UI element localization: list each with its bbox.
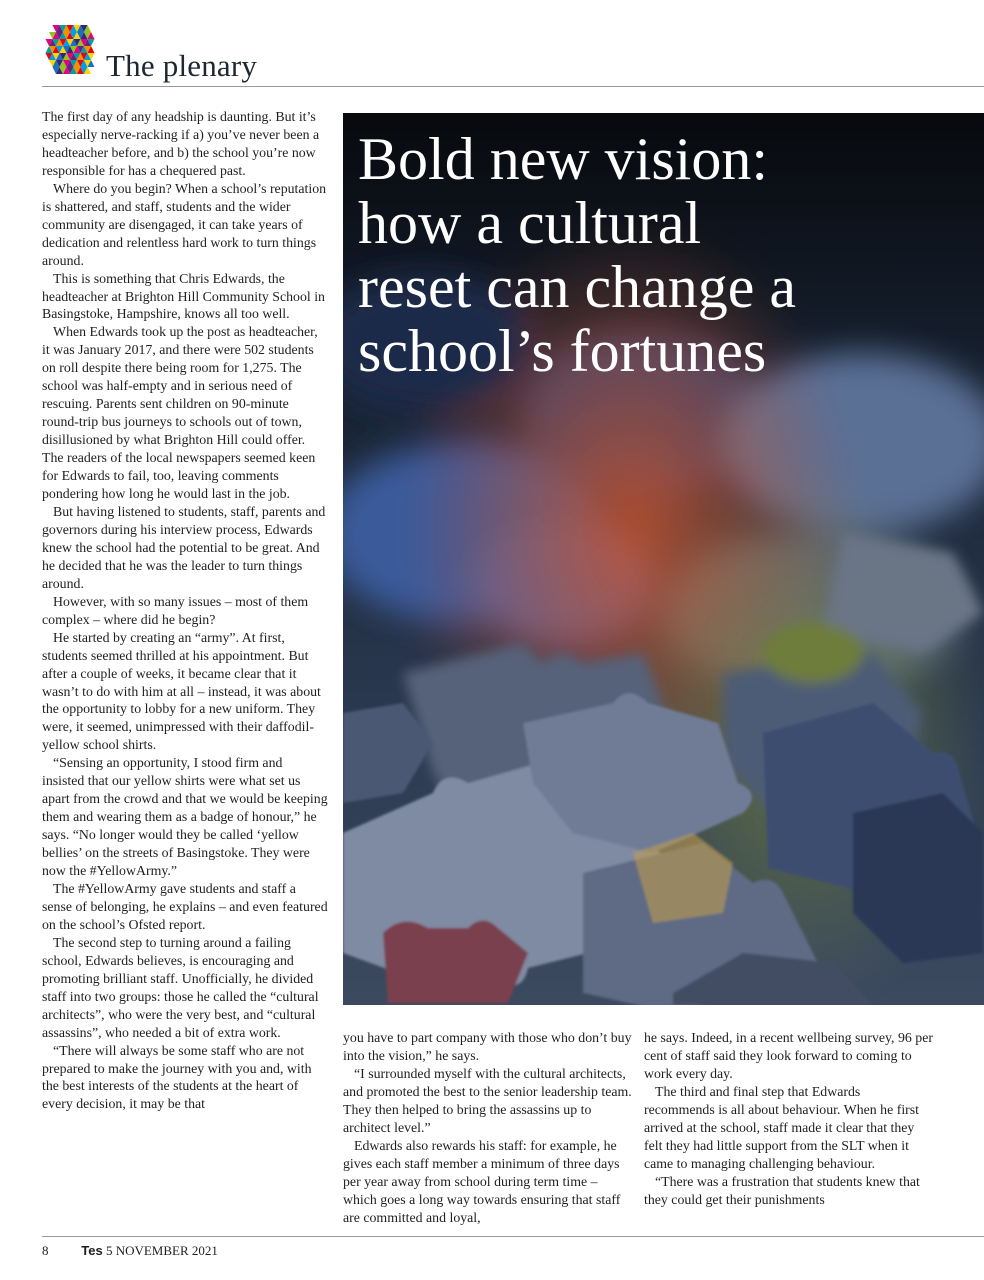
headline-line: reset can change a (358, 254, 797, 320)
headline-line: Bold new vision: (358, 126, 769, 192)
paragraph: The second step to turning around a failing school, Edwards believes, is encouraging and promoting brilliant staff. Unofficially, he divided staff into two groups: those he called the “cultural architects”, who were the very best, and “cultural assassins”, who needed a bit of extra work. (42, 934, 319, 1040)
paragraph: The #YellowArmy gave students and staff a sense of belonging, he explains – and even featured on the school’s Ofsted report. (42, 880, 328, 932)
paragraph: Edwards also rewards his staff: for example, he gives each staff member a minimum of three days per year away from school during term time – which goes a long way towards ensuring that staff are committed and loyal, (343, 1137, 621, 1225)
section-title: The plenary (106, 48, 258, 83)
paragraph: This is something that Chris Edwards, the headteacher at Brighton Hill Community School in Basingstoke, Hampshire, knows all too well. (42, 270, 325, 322)
article-column-2 (343, 1029, 633, 1226)
footer-divider (42, 1236, 984, 1237)
masthead (42, 22, 984, 86)
paragraph: But having listened to students, staff, parents and governors during his interview process, Edwards knew the school had the potential to be great. And he decided that he was the leader to turn things around. (42, 503, 326, 591)
paragraph: “There was a frustration that students knew that they could get their punishments (644, 1173, 920, 1207)
paragraph: Where do you begin? When a school’s reputation is shattered, and staff, students and the wider community are disengaged, it can take years of dedication and relentless hard work to turn things around. (42, 180, 327, 268)
paragraph: “There will always be some staff who are not prepared to make the journey with you and, with the best interests of the students at the heart of every decision, it may be that (42, 1042, 312, 1112)
tes-logo-icon (42, 22, 98, 78)
paragraph: When Edwards took up the post as headteacher, it was January 2017, and there were 502 students on roll despite there being room for 1,275. The school was half-empty and in serious need of rescuing. Parents sent children on 90-minute round-trip bus journeys to schools out of town, disillusioned by what Brighton Hill could offer. The readers of the local newspapers seemed keen for Edwards to fail, too, leaving comments pondering how long he would last in the job. (42, 324, 318, 502)
header-divider (42, 86, 984, 87)
paragraph: He started by creating an “army”. At first, students seemed thrilled at his appointment. But after a couple of weeks, it became clear that it wasn’t to do with him at all – instead, it was about the opportunity to lobby for a new uniform. They were, it seemed, unimpressed with their daffodil-yellow school shirts. (42, 629, 321, 753)
paragraph: However, with so many issues – most of them complex – where did he begin? (42, 593, 309, 627)
article-headline (358, 127, 958, 383)
paragraph: “I surrounded myself with the cultural architects, and promoted the best to the senior leadership team. They then helped to bring the assassins up to architect level.” (343, 1065, 632, 1135)
paragraph: The first day of any headship is daunting. But it’s especially nerve-racking if a) you’ve never been a headteacher before, and b) the school you’re now responsible for has a chequered past. (42, 109, 320, 178)
headline-line: school’s fortunes (358, 318, 767, 384)
issue-date: 5 NOVEMBER 2021 (105, 1243, 218, 1258)
paragraph: he says. Indeed, in a recent wellbeing survey, 96 per cent of staff said they look forward to coming to work every day. (644, 1030, 933, 1081)
brand-name: Tes (81, 1243, 103, 1258)
article-column-3 (644, 1029, 934, 1209)
paragraph: you have to part company with those who don’t buy into the vision,” he says. (343, 1030, 632, 1063)
paragraph: The third and final step that Edwards recommends is all about behaviour. When he first arrived at the school, staff made it clear that they felt they had little support from the SLT when it came to managing challenging behaviour. (644, 1083, 920, 1171)
page-footer (42, 1243, 218, 1259)
article-column-1 (42, 108, 328, 1113)
page-number: 8 (42, 1243, 49, 1258)
headline-line: how a cultural (358, 190, 702, 256)
paragraph: “Sensing an opportunity, I stood firm and insisted that our yellow shirts were what set us apart from the crowd and that we would be keeping them and wearing them as a badge of honour,” he says. “No longer would they be called ‘yellow bellies’ on the streets of Basingstoke. They were now the #YellowArmy.” (42, 755, 328, 879)
hero-image (343, 113, 984, 1005)
